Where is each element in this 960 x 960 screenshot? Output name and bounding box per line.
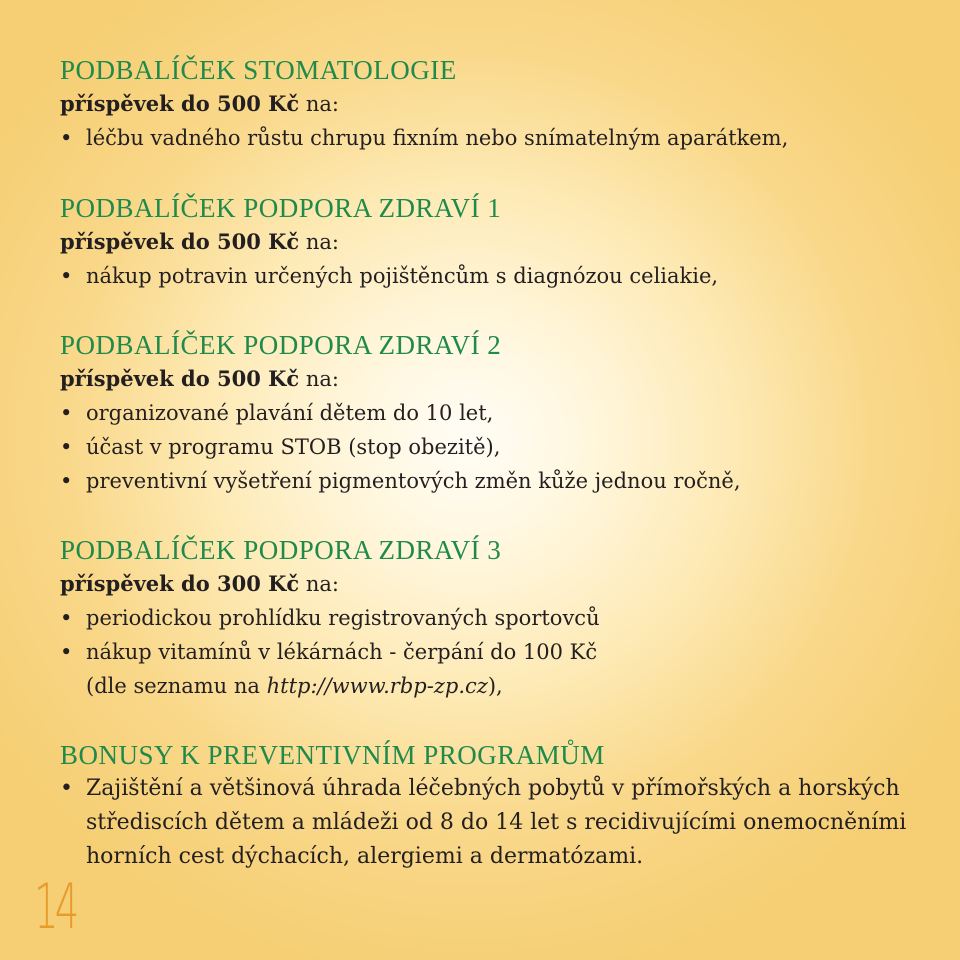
- contribution-suffix: na:: [299, 572, 339, 596]
- contribution-line: [60, 362, 940, 396]
- section-stomatologie: [60, 53, 940, 155]
- contribution-amount: příspěvek do 300 Kč: [60, 571, 300, 596]
- contribution-amount: příspěvek do 500 Kč: [60, 229, 300, 254]
- bullet-icon: •: [60, 264, 73, 288]
- list-item: • nákup potravin určených pojištěncům s diagnózou celiakie,: [60, 259, 940, 293]
- section-podpora-zdravi-1: [60, 191, 940, 293]
- list-item: • účast v programu STOB (stop obezitě),: [60, 430, 940, 464]
- page-number: 14: [34, 870, 76, 943]
- section-bonusy: [60, 738, 940, 874]
- contribution-suffix: na:: [299, 92, 339, 116]
- list-item: • preventivní vyšetření pigmentových změn kůže jednou ročně,: [60, 464, 940, 498]
- benefit-list: [60, 772, 940, 874]
- section-heading: PODBALÍČEK STOMATOLOGIE: [60, 55, 457, 85]
- bullet-icon: •: [60, 606, 73, 630]
- contribution-suffix: na:: [299, 367, 339, 391]
- contribution-line: [60, 87, 940, 121]
- section-heading: PODBALÍČEK PODPORA ZDRAVÍ 3: [60, 535, 502, 565]
- bullet-icon: •: [60, 469, 73, 493]
- bullet-icon: •: [60, 776, 73, 801]
- list-item: • organizované plavání dětem do 10 let,: [60, 396, 940, 430]
- section-heading: PODBALÍČEK PODPORA ZDRAVÍ 1: [60, 193, 502, 223]
- list-item: • léčbu vadného růstu chrupu fixním nebo snímatelným aparátkem,: [60, 121, 940, 155]
- bullet-icon: •: [60, 435, 73, 459]
- benefit-list: [60, 396, 940, 498]
- contribution-line: [60, 225, 940, 259]
- contribution-line: [60, 567, 940, 601]
- contribution-suffix: na:: [299, 230, 339, 254]
- section-podpora-zdravi-2: [60, 328, 940, 498]
- website-link[interactable]: http://www.rbp-zp.cz: [266, 674, 488, 698]
- list-item: • periodickou prohlídku registrovaných sportovců: [60, 601, 940, 635]
- contribution-amount: příspěvek do 500 Kč: [60, 91, 300, 116]
- benefit-list: [60, 121, 940, 155]
- bullet-icon: •: [60, 640, 73, 664]
- list-item-note: (dle seznamu na http://www.rbp-zp.cz),: [86, 674, 503, 698]
- section-podpora-zdravi-3: [60, 533, 940, 703]
- section-heading: BONUSY K PREVENTIVNÍM PROGRAMŮM: [60, 740, 605, 770]
- list-item: • Zajištění a většinová úhrada léčebných pobytů v přímořských a horských: [60, 772, 940, 806]
- bullet-icon: •: [60, 401, 73, 425]
- contribution-amount: příspěvek do 500 Kč: [60, 366, 300, 391]
- list-item-continuation: střediscích dětem a mládeži od 8 do 14 let s recidivujícími onemocněními: [86, 810, 907, 835]
- benefit-list: [60, 601, 940, 703]
- benefit-list: [60, 259, 940, 293]
- list-item: • nákup vitamínů v lékárnách - čerpání do 100 Kč: [60, 635, 940, 669]
- bullet-icon: •: [60, 126, 73, 150]
- section-heading: PODBALÍČEK PODPORA ZDRAVÍ 2: [60, 330, 502, 360]
- list-item-continuation: horních cest dýchacích, alergiemi a dermatózami.: [86, 844, 644, 869]
